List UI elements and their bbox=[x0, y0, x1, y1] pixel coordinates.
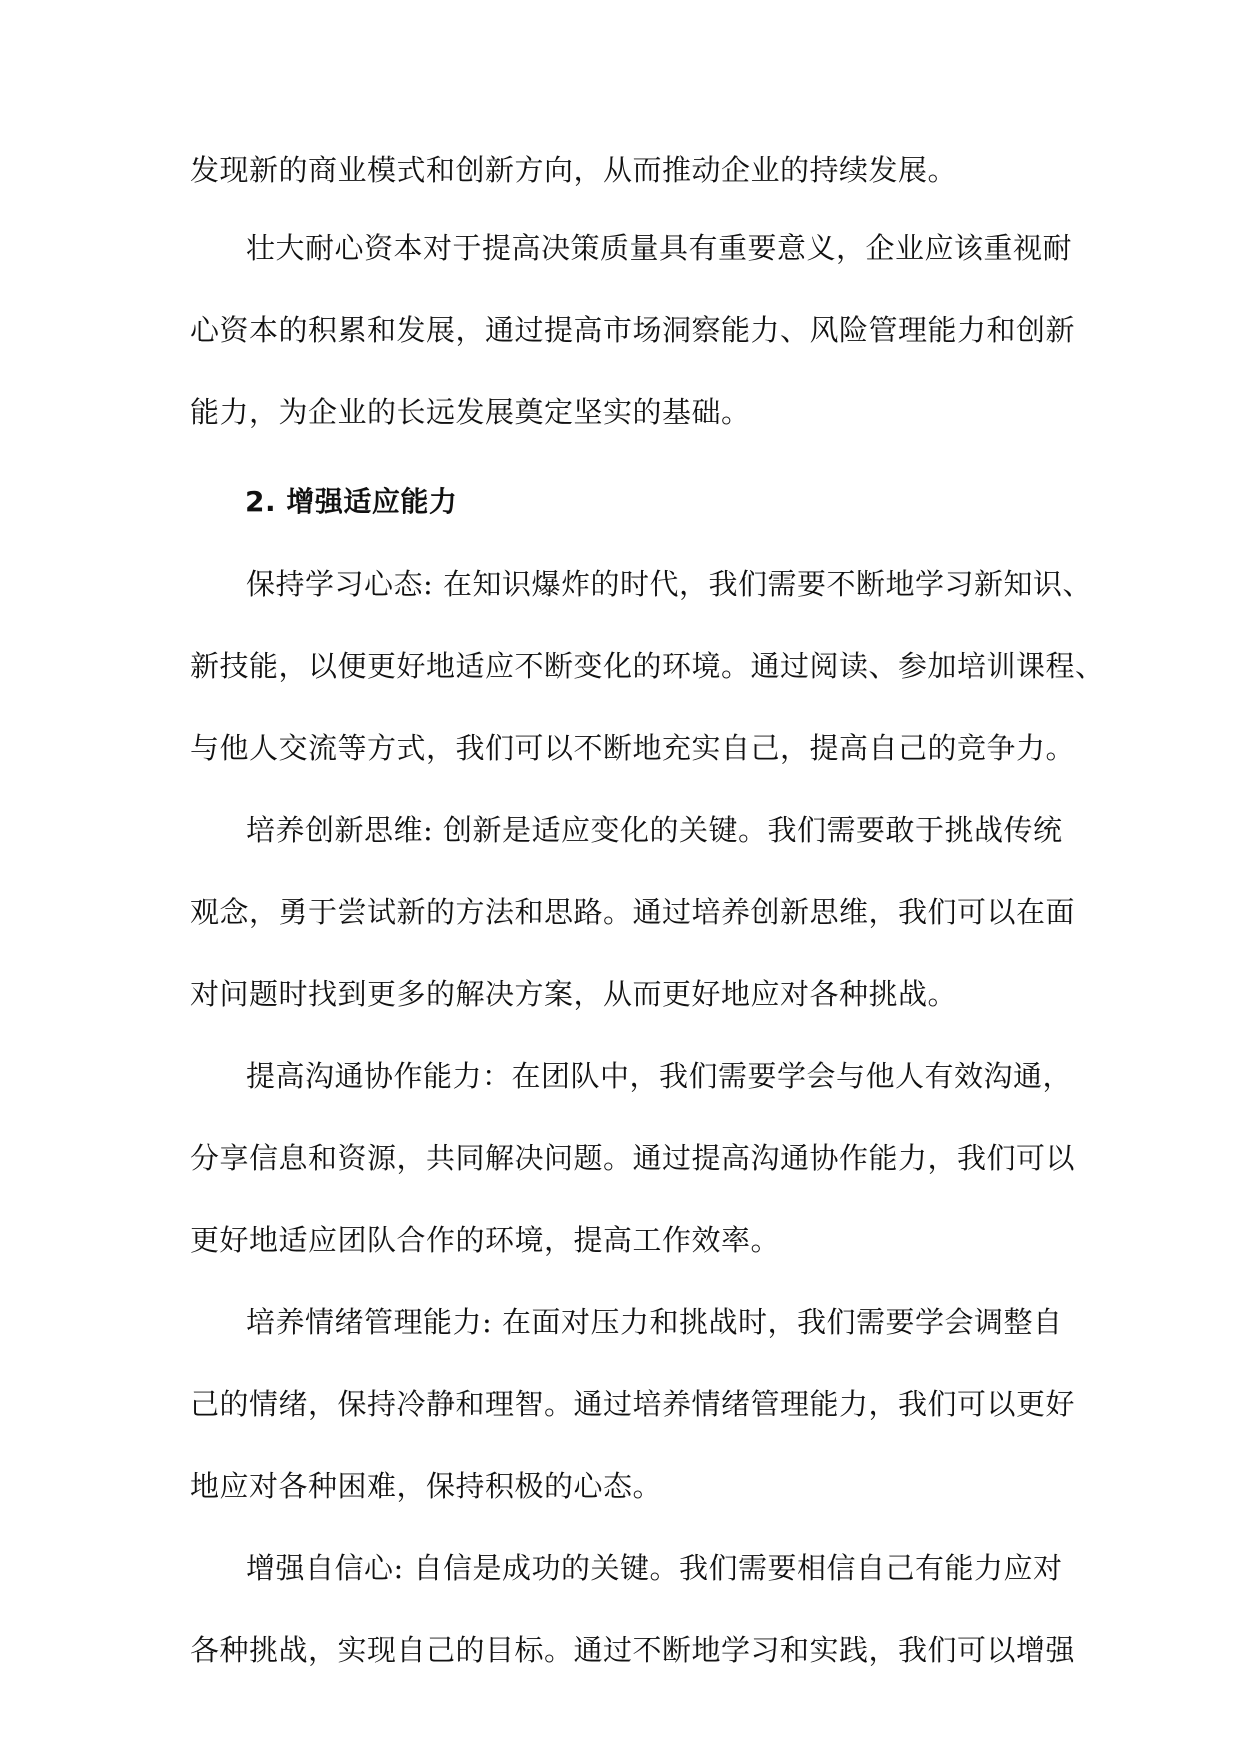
paragraph-line: 更好地适应团队合作的环境，提高工作效率。 bbox=[190, 1223, 781, 1257]
paragraph-line: 发现新的商业模式和创新方向，从而推动企业的持续发展。 bbox=[190, 153, 958, 187]
paragraph-line: 地应对各种困难，保持积极的心态。 bbox=[190, 1469, 663, 1503]
paragraph-line: 观念，勇于尝试新的方法和思路。通过培养创新思维，我们可以在面 bbox=[190, 895, 1076, 929]
paragraph-line: 壮大耐心资本对于提高决策质量具有重要意义，企业应该重视耐 bbox=[246, 231, 1073, 265]
paragraph-line: 心资本的积累和发展，通过提高市场洞察能力、风险管理能力和创新 bbox=[190, 313, 1076, 347]
paragraph-line: 提高沟通协作能力：在团队中，我们需要学会与他人有效沟通， bbox=[246, 1059, 1073, 1093]
paragraph-line: 保持学习心态: 在知识爆炸的时代，我们需要不断地学习新知识、 bbox=[246, 567, 1092, 601]
paragraph-line: 各种挑战，实现自己的目标。通过不断地学习和实践，我们可以增强 bbox=[190, 1633, 1076, 1667]
paragraph-line: 新技能，以便更好地适应不断变化的环境。通过阅读、参加培训课程、 bbox=[190, 649, 1105, 683]
section-heading: 2. 增强适应能力 bbox=[245, 485, 458, 518]
paragraph-line: 与他人交流等方式，我们可以不断地充实自己，提高自己的竞争力。 bbox=[190, 731, 1076, 765]
paragraph-line: 培养情绪管理能力: 在面对压力和挑战时，我们需要学会调整自 bbox=[246, 1305, 1063, 1339]
paragraph-line: 增强自信心: 自信是成功的关键。我们需要相信自己有能力应对 bbox=[246, 1551, 1063, 1585]
paragraph-line: 培养创新思维: 创新是适应变化的关键。我们需要敢于挑战传统 bbox=[246, 813, 1063, 847]
paragraph-line: 能力，为企业的长远发展奠定坚实的基础。 bbox=[190, 395, 751, 429]
paragraph-line: 对问题时找到更多的解决方案，从而更好地应对各种挑战。 bbox=[190, 977, 958, 1011]
paragraph-line: 分享信息和资源，共同解决问题。通过提高沟通协作能力，我们可以 bbox=[190, 1141, 1076, 1175]
paragraph-line: 己的情绪，保持冷静和理智。通过培养情绪管理能力，我们可以更好 bbox=[190, 1387, 1076, 1421]
